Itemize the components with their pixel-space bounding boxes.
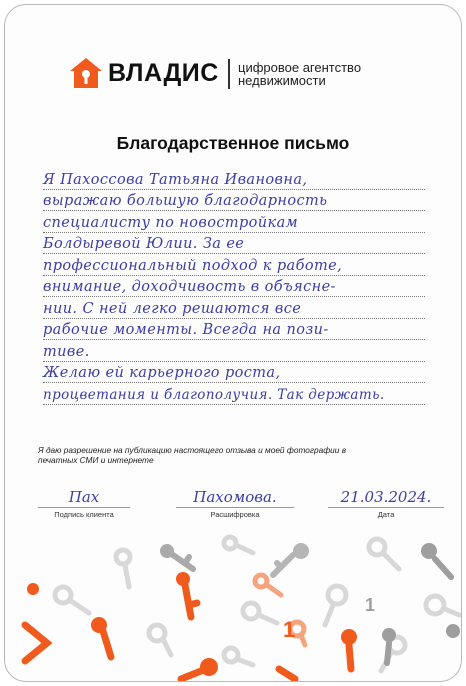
brand-header — [5, 57, 461, 91]
tagline-line-1: цифровое агентство — [238, 60, 362, 75]
key-icon — [273, 543, 309, 575]
consent-text: Я даю разрешение на публикацию настоящего отзыва и моей фотографии в печатных СМИ и интернете — [38, 445, 347, 465]
date-caption: Дата — [377, 510, 395, 519]
decode-field — [176, 483, 294, 523]
text-line: выражаю большую благодарность — [43, 190, 425, 212]
date-value: 21.03.2024. — [340, 488, 432, 506]
text-line: специалисту по новостройкам — [43, 211, 425, 233]
brand-tagline — [238, 61, 361, 87]
handwritten-text — [43, 168, 425, 405]
text-line: рабочие моменты. Всегда на пози- — [43, 319, 425, 341]
client-signature-field — [38, 483, 130, 523]
brand-name: ВЛАДИС — [108, 59, 219, 87]
text-line: нии. С ней легко решаются все — [43, 297, 425, 319]
text-line: внимание, доходчивость в объясне- — [43, 276, 425, 298]
svg-text:1: 1 — [365, 595, 376, 615]
client-signature: Пах — [68, 488, 100, 506]
text-line: Болдыревой Юлии. За ее — [43, 233, 425, 255]
decode-caption: Расшифровка — [210, 510, 260, 519]
key-icon — [55, 537, 459, 671]
text-line: Желаю ей карьерного роста, — [43, 362, 425, 384]
text-line: Я Пахоссова Татьяна Ивановна, — [43, 168, 425, 190]
letter-sheet — [4, 4, 462, 682]
tagline-line-2: недвижимости — [238, 73, 326, 88]
date-field — [328, 483, 444, 523]
text-line: тиве. — [43, 340, 425, 362]
letter-title: Благодарственное письмо — [116, 133, 350, 153]
key-icon — [160, 544, 193, 569]
text-line: профессиональный подход к работе, — [43, 254, 425, 276]
house-logo-icon — [69, 57, 103, 89]
text-line: процветания и благополучия. Так держать. — [43, 383, 425, 405]
svg-text:1: 1 — [283, 617, 296, 642]
brand-divider — [228, 59, 230, 89]
decode-value: Пахомова. — [193, 488, 277, 506]
key-icon — [255, 575, 305, 645]
client-signature-caption: Подпись клиента — [54, 510, 114, 519]
key-icon — [25, 572, 357, 679]
signature-row — [38, 483, 448, 523]
decorative-keys-pattern — [5, 525, 461, 682]
